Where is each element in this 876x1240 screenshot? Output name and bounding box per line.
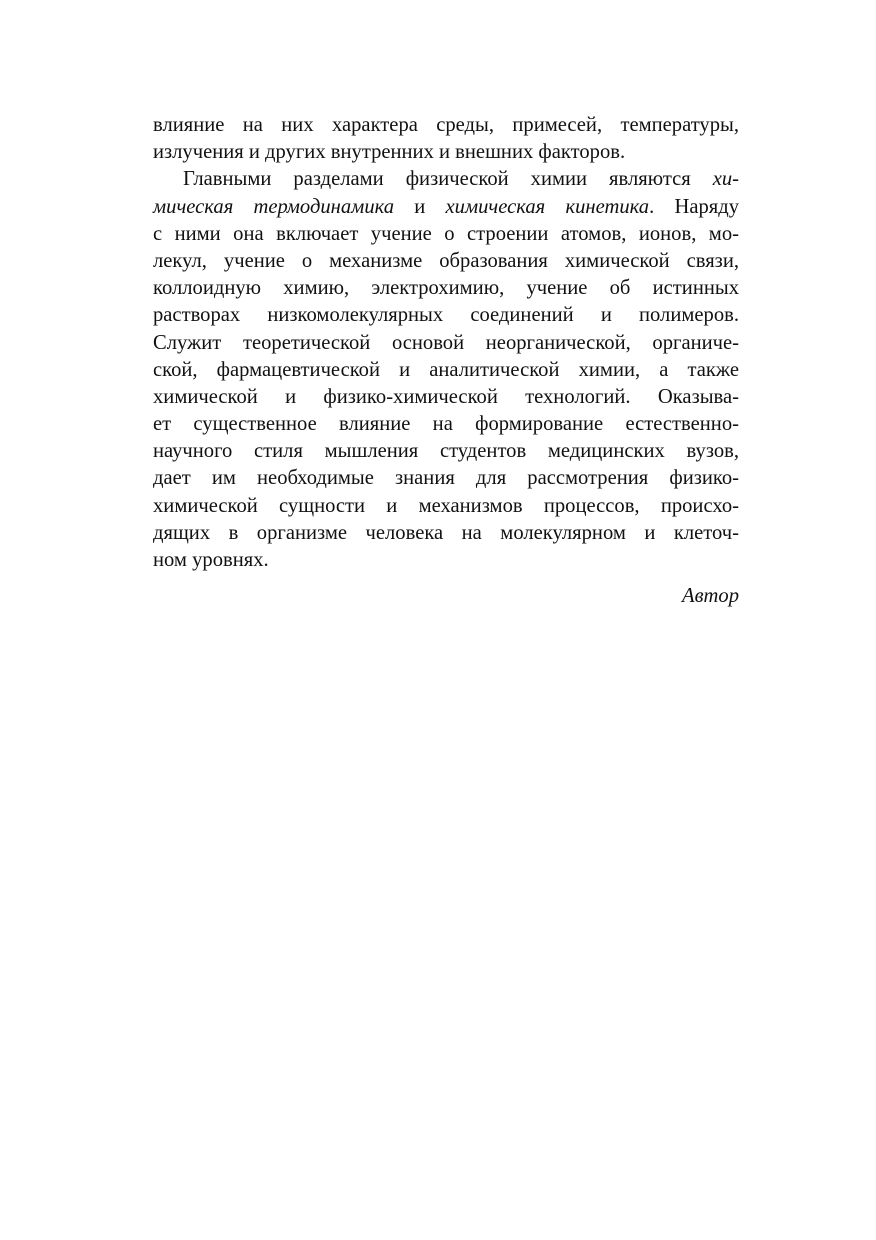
- text-line: влияние на них характера среды, примесей, температуры,: [153, 114, 739, 136]
- text-line: Служит теоретической основой неорганической, органиче-: [153, 331, 739, 354]
- text-line: [153, 194, 739, 221]
- text-run: и: [394, 195, 446, 218]
- italic-term: мическая термодинамика: [153, 195, 395, 218]
- text-line: дает им необходимые знания для рассмотрения физико-: [153, 467, 739, 490]
- author-signature: Автор: [682, 585, 739, 608]
- main-text-block: [153, 112, 739, 610]
- text-line: излучения и других внутренних и внешних факторов.: [153, 141, 626, 164]
- italic-term: химическая кинетика: [445, 195, 650, 218]
- text-line: научного стиля мышления студентов медицинских вузов,: [153, 440, 739, 463]
- text-run: . Наряду: [649, 195, 739, 218]
- italic-term: хи-: [712, 168, 739, 191]
- text-line: [153, 166, 739, 193]
- text-line: с ними она включает учение о строении атомов, ионов, мо-: [153, 222, 739, 245]
- text-line: ном уровнях.: [153, 549, 269, 571]
- text-line: лекул, учение о механизме образования химической связи,: [153, 249, 739, 272]
- text-line: дящих в организме человека на молекулярном и клеточ-: [153, 521, 739, 544]
- text-run: Главными разделами физической химии являются: [183, 168, 713, 191]
- text-line: ет существенное влияние на формирование естественно-: [153, 413, 739, 436]
- text-line: ской, фармацевтической и аналитической химии, а также: [153, 358, 739, 381]
- text-line: химической и физико-химической технологий. Оказыва-: [153, 385, 739, 408]
- text-line: химической сущности и механизмов процессов, происхо-: [153, 494, 739, 517]
- text-line: растворах низкомолекулярных соединений и полимеров.: [153, 304, 739, 327]
- paragraph-1: [153, 112, 739, 166]
- paragraph-2: [153, 166, 739, 574]
- text-line: коллоидную химию, электрохимию, учение об истинных: [153, 277, 739, 300]
